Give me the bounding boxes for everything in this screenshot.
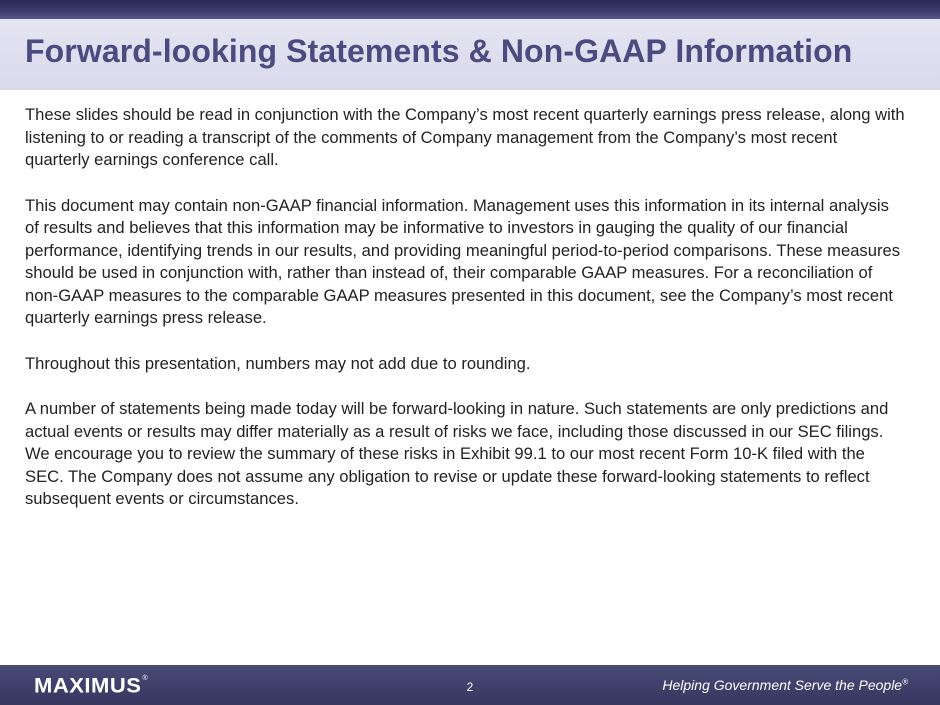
slide-title: Forward-looking Statements & Non-GAAP Information [25, 33, 853, 69]
paragraph-rounding: Throughout this presentation, numbers may not add due to rounding. [25, 353, 531, 373]
top-bar [0, 0, 940, 19]
tagline [662, 677, 908, 693]
body-text [25, 104, 905, 534]
paragraph-forward-looking: A number of statements being made today will be forward-looking in nature. Such statements are only predictions and actual events or results may differ materially as a result of risks we face, including those discussed in our SEC filings. We encourage you to review the summary of these risks in Exhibit 99.1 to our most recent Form 10-K filed with the SEC. The Company does not assume any obligation to revise or update these forward-looking statements to reflect subsequent events or circumstances. [25, 399, 889, 508]
paragraph-press-release: These slides should be read in conjunction with the Company’s most recent quarterly earnings press release, along with listening to or reading a transcript of the comments of Company management from the Company’s most recent quarterly earnings conference call. [25, 105, 905, 169]
page-number: 2 [466, 680, 474, 694]
tagline-text: Helping Government Serve the People [662, 677, 903, 693]
tagline-registered-mark: ® [902, 677, 908, 687]
logo-registered-mark: ® [142, 675, 148, 682]
footer [0, 665, 940, 705]
paragraph-non-gaap: This document may contain non-GAAP financial information. Management uses this information in its internal analysis of results and believes that this information may be informative to investors in gauging the quality of our financial performance, identifying trends in our results, and providing meaningful period-to-period comparisons. These measures should be used in conjunction with, rather than instead of, their comparable GAAP measures. For a reconciliation of non-GAAP measures to the comparable GAAP measures presented in this document, see the Company’s most recent quarterly earnings press release. [25, 195, 901, 327]
logo-text: MAXIMUS [34, 673, 142, 698]
